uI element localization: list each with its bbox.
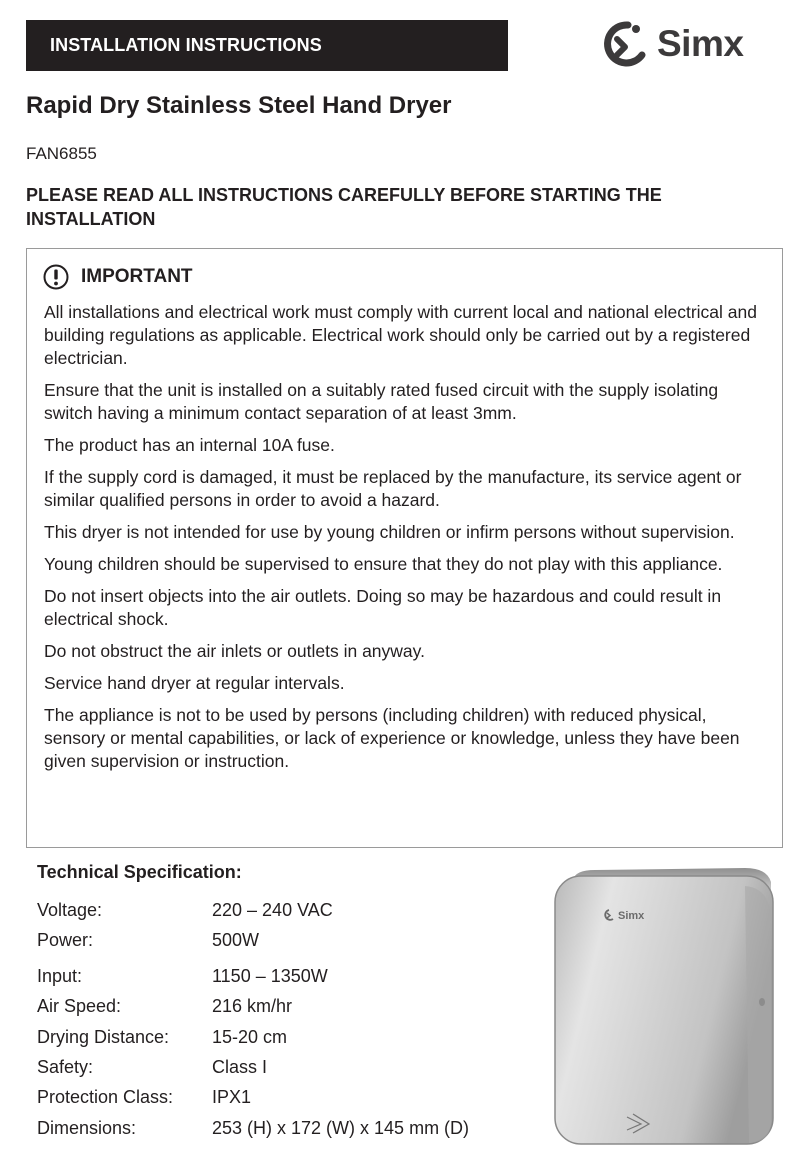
spec-label: Protection Class: xyxy=(37,1087,174,1107)
important-paragraph: Service hand dryer at regular intervals. xyxy=(44,673,345,693)
important-paragraph: Do not insert objects into the air outlets. Doing so may be hazardous and could result in electrical shock. xyxy=(44,586,722,629)
spec-value: 15-20 cm xyxy=(212,1027,288,1047)
dryer-brand-label: Simx xyxy=(618,910,645,922)
spec-value: IPX1 xyxy=(212,1087,252,1107)
spec-title: Technical Specification: xyxy=(37,862,242,882)
read-notice: PLEASE READ ALL INSTRUCTIONS CAREFULLY BEFORE STARTING THE INSTALLATION xyxy=(26,185,662,229)
dryer-screw xyxy=(759,998,765,1006)
spec-label: Safety: xyxy=(37,1057,94,1077)
spec-label: Drying Distance: xyxy=(37,1027,170,1047)
spec-label: Dimensions: xyxy=(37,1118,137,1138)
brand-name: Simx xyxy=(657,23,744,64)
spec-value: 1150 – 1350W xyxy=(212,966,328,986)
spec-label: Power: xyxy=(37,930,94,950)
brand-logo xyxy=(598,18,743,70)
important-paragraph: Ensure that the unit is installed on a suitably rated fused circuit with the supply isolating switch having a minimum contact separation of at least 3mm. xyxy=(44,380,719,423)
page-title: Rapid Dry Stainless Steel Hand Dryer xyxy=(26,92,452,119)
spec-label: Air Speed: xyxy=(37,996,122,1016)
important-paragraph: If the supply cord is damaged, it must be replaced by the manufacture, its service agent or similar qualified persons in order to avoid a hazard. xyxy=(44,467,742,510)
simx-logo-icon xyxy=(598,18,650,70)
spec-value: 253 (H) x 172 (W) x 145 mm (D) xyxy=(212,1118,470,1138)
section-banner: INSTALLATION INSTRUCTIONS xyxy=(26,20,508,71)
important-paragraph: The appliance is not to be used by persons (including children) with reduced physical, sensory or mental capabilities, or lack of experience or knowledge, unless they have been given supervision or instruction. xyxy=(44,705,740,771)
spec-value: 220 – 240 VAC xyxy=(212,900,333,920)
important-paragraph: Do not obstruct the air inlets or outlets in anyway. xyxy=(44,641,425,661)
important-box xyxy=(26,248,783,848)
spec-value: 216 km/hr xyxy=(212,996,293,1016)
important-paragraph: All installations and electrical work must comply with current local and national electrical and building regulations as applicable. Electrical work should only be carried out by a registered electrician. xyxy=(44,302,757,368)
spec-value: Class I xyxy=(212,1057,268,1077)
spec-value: 500W xyxy=(212,930,260,950)
dryer-body xyxy=(555,876,773,1144)
important-title: IMPORTANT xyxy=(81,266,193,287)
spec-label: Input: xyxy=(37,966,83,986)
important-heading xyxy=(43,264,193,290)
important-paragraph: The product has an internal 10A fuse. xyxy=(44,435,335,455)
hand-dryer-image xyxy=(545,862,780,1152)
spec-label: Voltage: xyxy=(37,900,103,920)
exclamation-icon xyxy=(43,264,69,290)
important-paragraph: Young children should be supervised to ensure that they do not play with this appliance. xyxy=(44,554,723,574)
important-text xyxy=(44,301,769,782)
important-paragraph: This dryer is not intended for use by young children or infirm persons without supervision. xyxy=(44,522,735,542)
model-code: FAN6855 xyxy=(26,144,97,163)
dryer-side-shade xyxy=(745,886,771,1143)
